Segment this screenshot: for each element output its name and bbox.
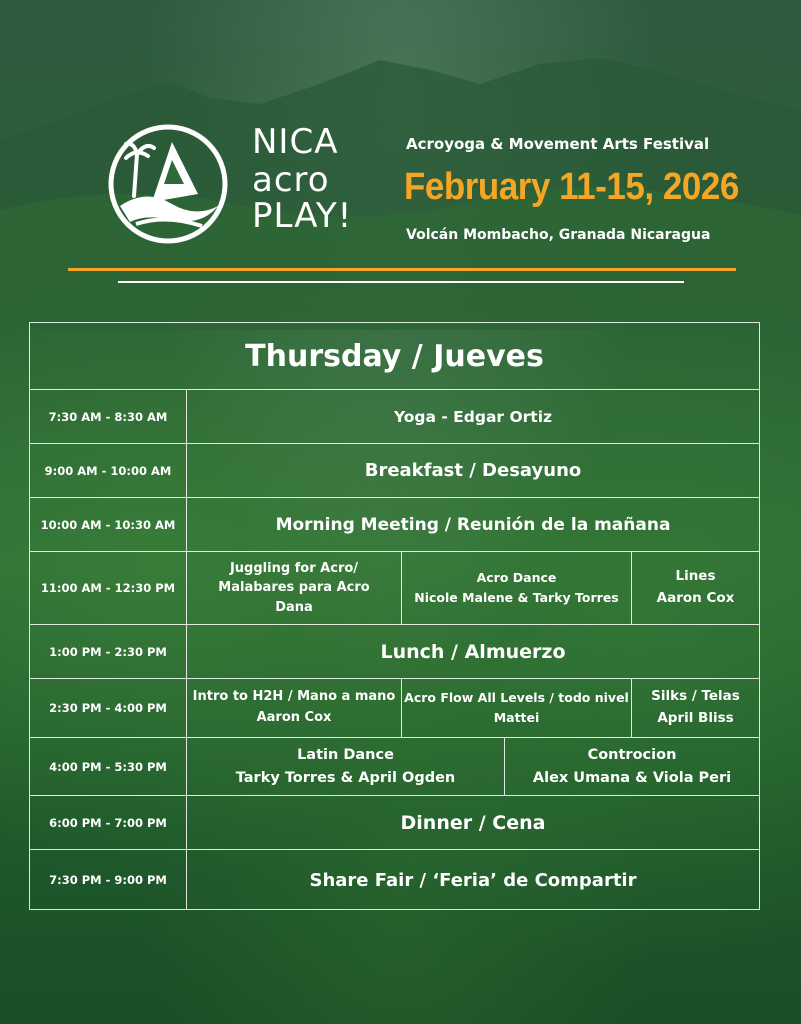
- session-cell: [401, 552, 631, 624]
- session-title: Lunch / Almuerzo: [380, 640, 566, 663]
- time-slot: 6:00 PM - 7:00 PM: [30, 796, 187, 849]
- session-instructor: Dana: [275, 599, 313, 615]
- session-instructor: April Bliss: [657, 710, 734, 726]
- session-title: Dinner / Cena: [400, 811, 546, 834]
- brand-line-nica: NICA: [252, 122, 339, 162]
- schedule-row: [30, 390, 759, 444]
- schedule-row: [30, 498, 759, 552]
- session-cell: [187, 498, 759, 551]
- session-instructor: Alex Umana & Viola Peri: [532, 769, 732, 786]
- session-title: Yoga - Edgar Ortiz: [393, 407, 553, 426]
- session-cell: [187, 796, 759, 849]
- session-instructor: Aaron Cox: [656, 590, 735, 606]
- schedule-row: [30, 444, 759, 498]
- day-title: Thursday / Jueves: [30, 323, 759, 390]
- time-slot: 7:30 AM - 8:30 AM: [30, 390, 187, 443]
- session-cell: [631, 679, 759, 737]
- session-instructor: Aaron Cox: [256, 710, 332, 725]
- schedule-table: [29, 322, 760, 910]
- session-title: Controcion: [587, 747, 677, 764]
- nica-acro-play-logo: [106, 122, 230, 246]
- time-slot: 1:00 PM - 2:30 PM: [30, 625, 187, 678]
- session-cell: [187, 552, 401, 624]
- festival-dates: February 11-15, 2026: [404, 166, 739, 208]
- time-slot: 11:00 AM - 12:30 PM: [30, 552, 187, 624]
- session-title: Silks / Telas: [651, 688, 740, 705]
- orange-divider: [68, 268, 736, 271]
- session-cell: [187, 444, 759, 497]
- brand-wordmark: [252, 122, 353, 237]
- festival-header: [0, 0, 801, 300]
- session-title: Acro Flow All Levels / todo nivel: [404, 690, 629, 705]
- session-cell: [631, 552, 759, 624]
- session-title: Breakfast / Desayuno: [364, 460, 582, 481]
- festival-location: Volcán Mombacho, Granada Nicaragua: [406, 227, 711, 243]
- schedule-row: [30, 738, 759, 796]
- schedule-row: [30, 625, 759, 679]
- session-cell: [187, 850, 759, 910]
- session-cell: [187, 738, 504, 795]
- time-slot: 2:30 PM - 4:00 PM: [30, 679, 187, 737]
- session-instructor: Tarky Torres & April Ogden: [235, 769, 456, 786]
- session-title: Morning Meeting / Reunión de la mañana: [275, 514, 671, 535]
- session-cell: [401, 679, 631, 737]
- festival-title: Acroyoga & Movement Arts Festival: [406, 135, 710, 153]
- time-slot: 4:00 PM - 5:30 PM: [30, 738, 187, 795]
- session-title: Acro Dance: [476, 570, 557, 585]
- schedule-row: [30, 850, 759, 910]
- session-title: Malabares para Acro: [218, 580, 370, 596]
- white-divider: [118, 281, 684, 283]
- time-slot: 10:00 AM - 10:30 AM: [30, 498, 187, 551]
- session-title: Latin Dance: [297, 747, 394, 764]
- schedule-row: [30, 796, 759, 850]
- session-cell: [187, 625, 759, 678]
- brand-line-play: PLAY!: [252, 196, 353, 236]
- session-cell: [187, 390, 759, 443]
- session-title: Share Fair / ‘Feria’ de Compartir: [309, 869, 637, 891]
- session-instructor: Mattei: [493, 710, 540, 725]
- time-slot: 9:00 AM - 10:00 AM: [30, 444, 187, 497]
- schedule-row: [30, 679, 759, 738]
- session-title: Juggling for Acro/: [229, 560, 359, 576]
- time-slot: 7:30 PM - 9:00 PM: [30, 850, 187, 910]
- session-instructor: Nicole Malene & Tarky Torres: [414, 590, 619, 605]
- session-title: Lines: [675, 568, 716, 585]
- brand-line-acro: acro: [252, 160, 330, 200]
- session-title: Intro to H2H / Mano a mano: [192, 689, 396, 705]
- session-cell: [504, 738, 759, 795]
- schedule-row: [30, 552, 759, 625]
- session-cell: [187, 679, 401, 737]
